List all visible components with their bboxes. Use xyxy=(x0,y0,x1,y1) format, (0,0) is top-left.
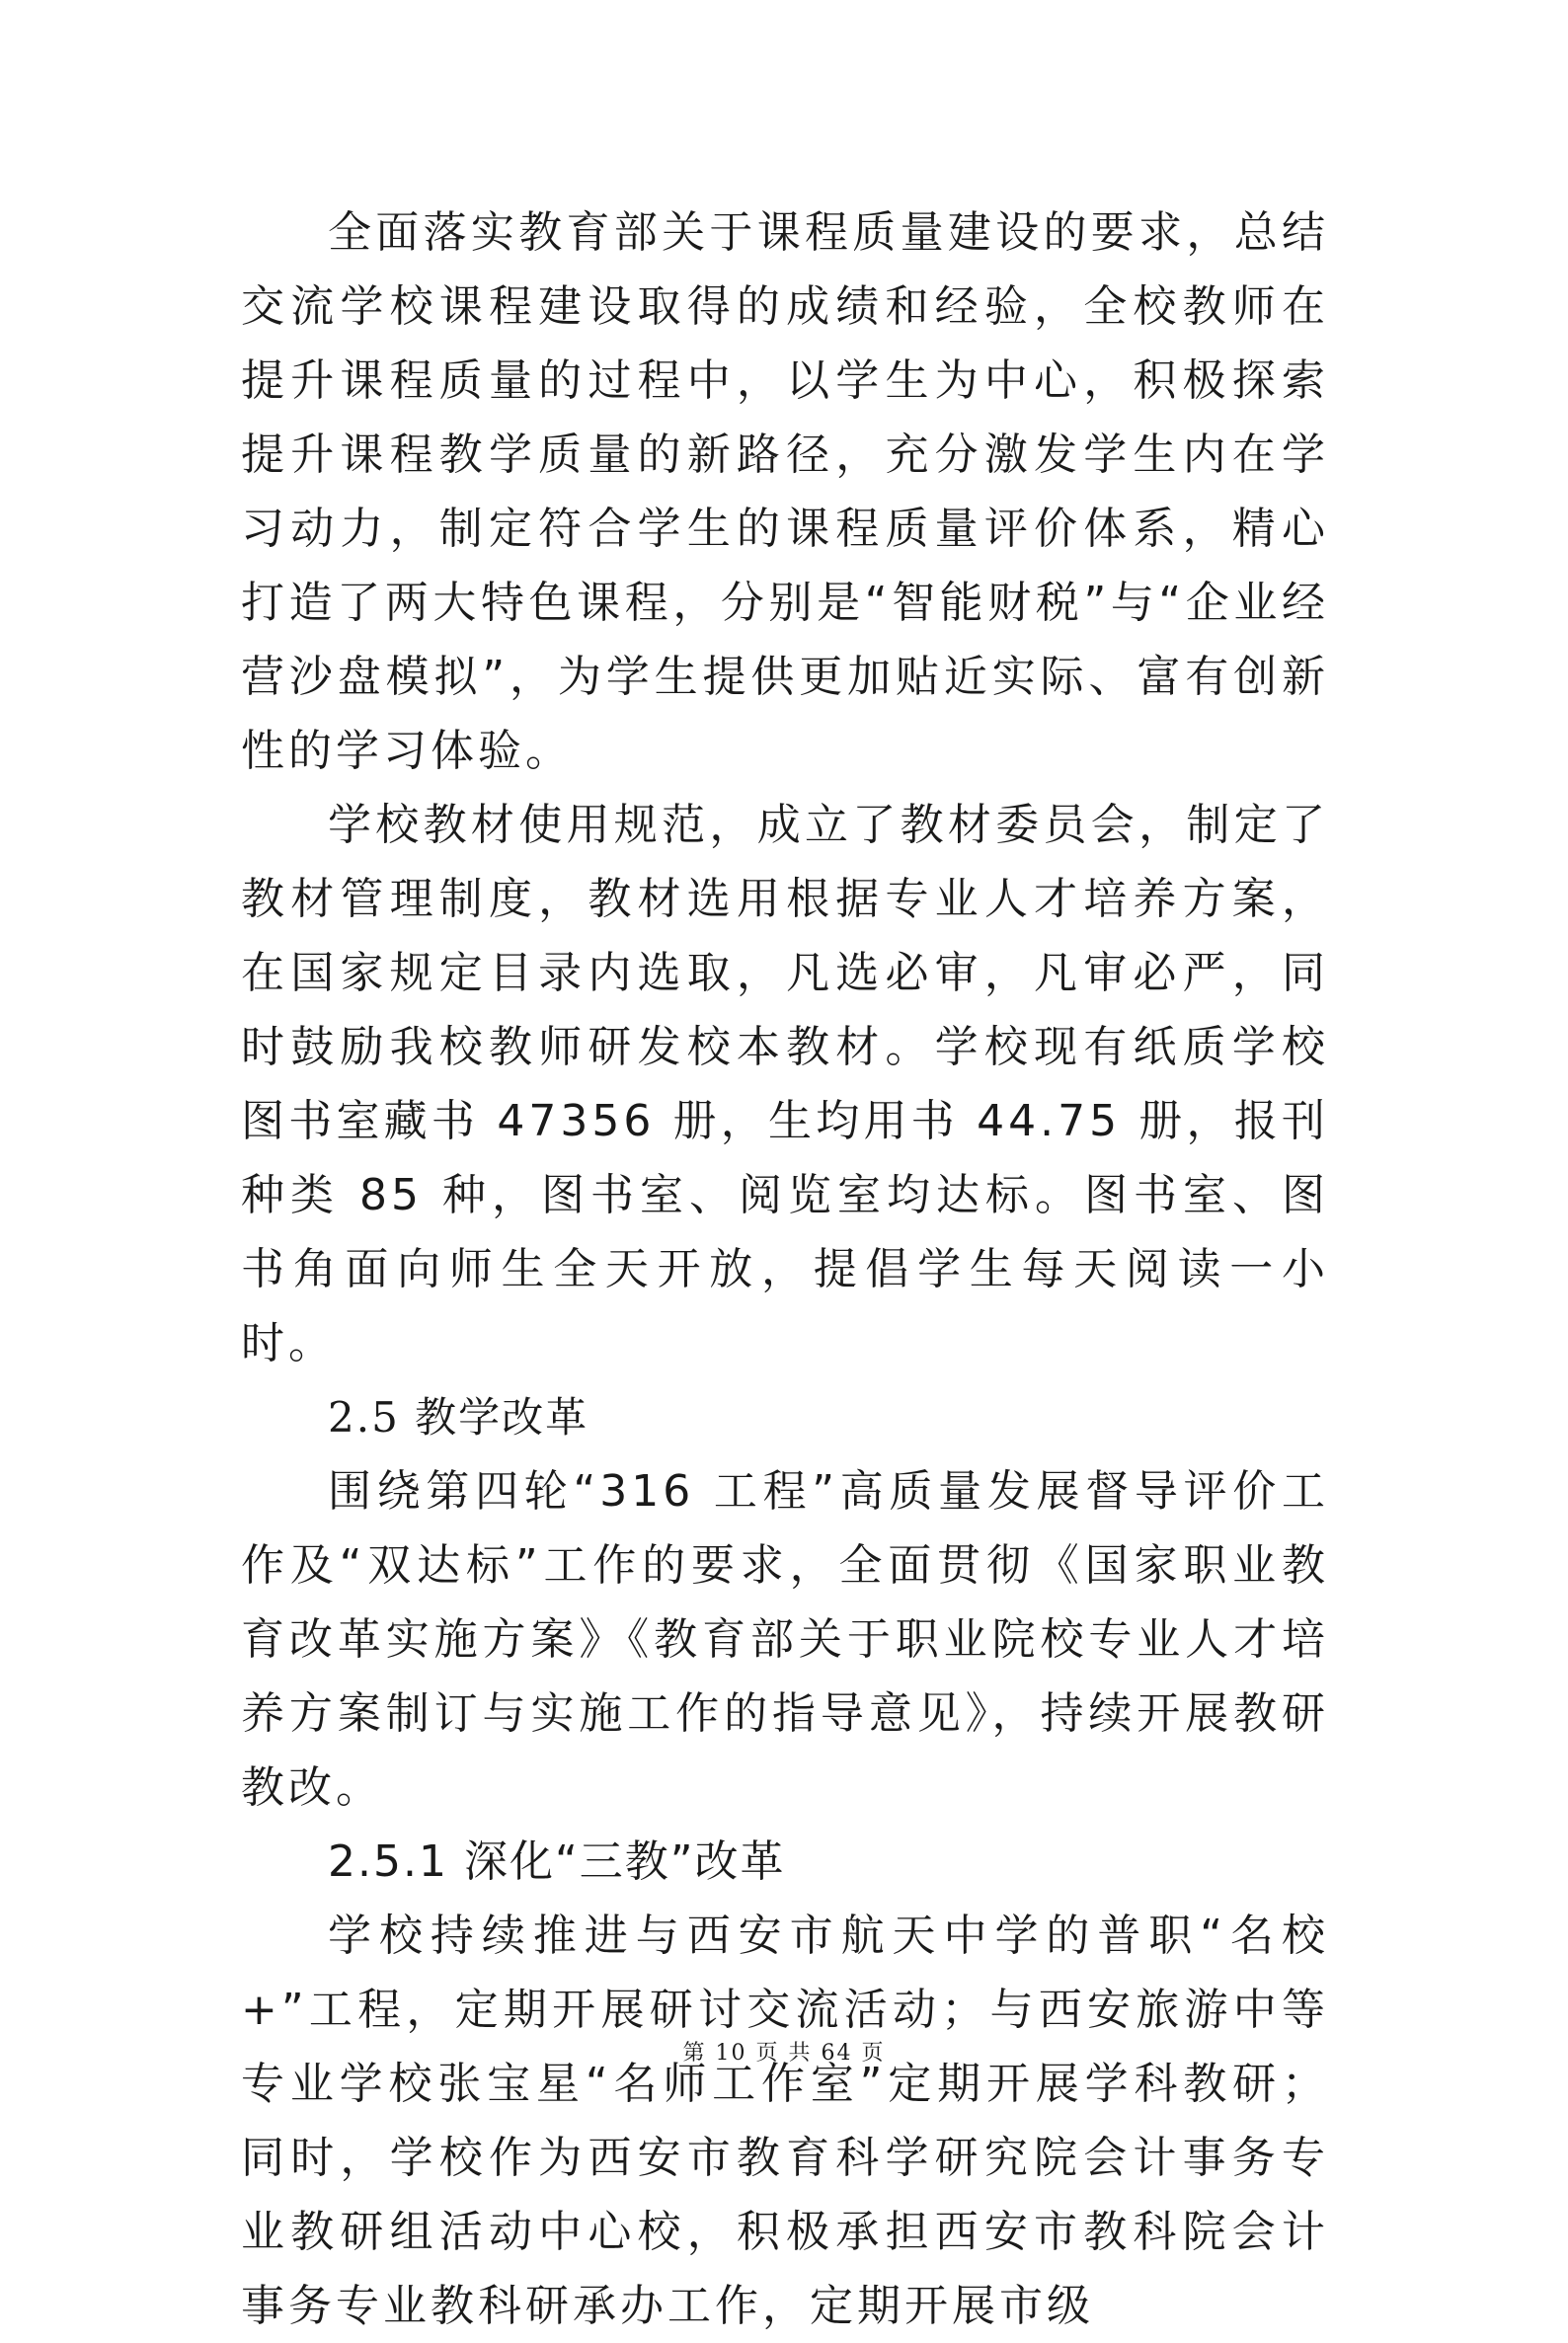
section-heading-teaching-reform: 2.5 教学改革 xyxy=(328,1393,589,1442)
paragraph-course-quality: 全面落实教育部关于课程质量建设的要求，总结交流学校课程建设取得的成绩和经验，全校教师在提升课程质量的过程中，以学生为中心，积极探索提升课程教学质量的新路径，充分激发学生内在学习动力，制定符合学生的课程质量评价体系，精心打造了两大特色课程，分别是“智能财税”与“企业经营沙盘模拟”，为学生提供更加贴近实际、富有创新性的学习体验。 xyxy=(241,207,1329,776)
paragraph-school-cooperation: 学校持续推进与西安市航天中学的普职“名校+”工程，定期开展研讨交流活动；与西安旅游中等专业学校张宝星“名师工作室”定期开展学科教研；同时，学校作为西安市教育科学研究院会计事务专业教研组活动中心校，积极承担西安市教科院会计事务专业教科研承办工作，定期开展市级 xyxy=(241,1911,1329,2331)
subsection-heading-three-teaching-reform: 2.5.1 深化“三教”改革 xyxy=(328,1836,786,1887)
paragraph-reform-requirements: 围绕第四轮“316 工程”高质量发展督导评价工作及“双达标”工作的要求，全面贯彻《国家职业教育改革实施方案》《教育部关于职业院校专业人才培养方案制订与实施工作的指导意见》，持续开展教研教改。 xyxy=(241,1466,1329,1813)
paragraph-textbooks-library: 学校教材使用规范，成立了教材委员会，制定了教材管理制度，教材选用根据专业人才培养方案，在国家规定目录内选取，凡选必审，凡审必严，同时鼓励我校教师研发校本教材。学校现有纸质学校图书室藏书 47356 册，生均用书 44.75 册，报刊种类 85 种，图书室、阅览室均达标。图书室、图书角面向师生全天开放，提倡学生每天阅读一小时。 xyxy=(241,800,1329,1368)
page-number-footer: 第 10 页 共 64 页 xyxy=(682,2041,886,2066)
document-body xyxy=(241,195,1329,2343)
